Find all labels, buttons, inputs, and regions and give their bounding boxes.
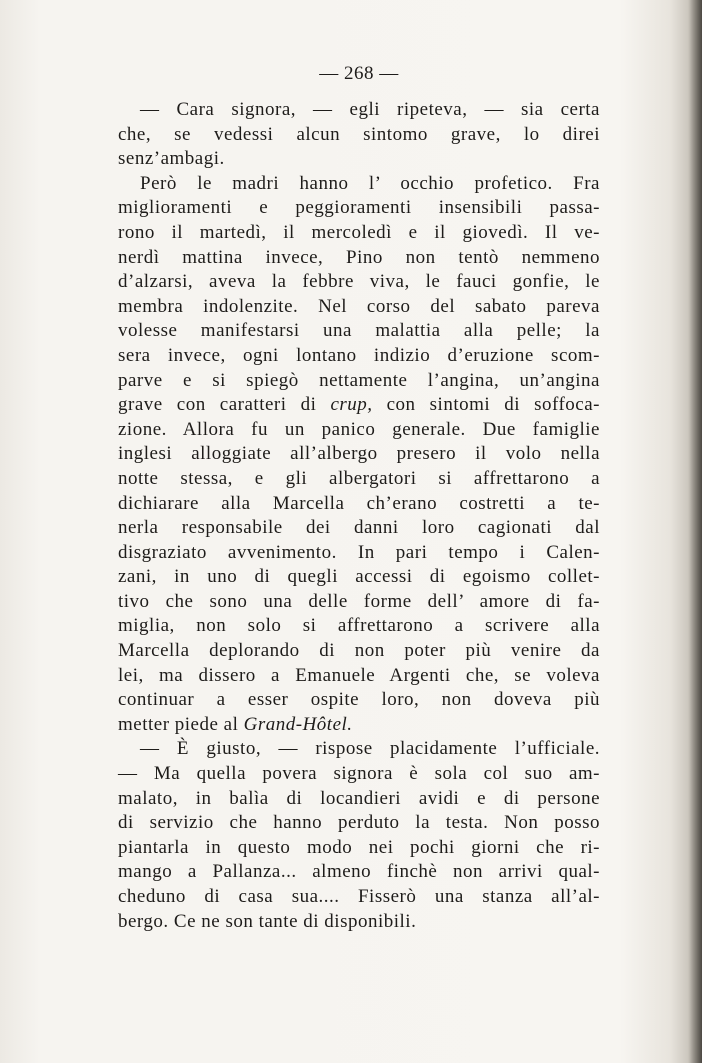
text-line: sera invece, ogni lontano indizio d’eruzione scom- bbox=[118, 344, 600, 366]
text-line: lei, ma dissero a Emanuele Argenti che, se voleva bbox=[118, 664, 600, 686]
paragraph bbox=[118, 172, 600, 738]
text-line: membra indolenzite. Nel corso del sabato pareva bbox=[118, 295, 600, 317]
text-line: zione. Allora fu un panico generale. Due famiglie bbox=[118, 418, 600, 440]
italic-text: crup, bbox=[330, 394, 373, 416]
text-line: continuar a esser ospite loro, non doveva più bbox=[118, 689, 600, 711]
page-edge-shadow bbox=[688, 0, 702, 1063]
text-line: cheduno di casa sua.... Fisserò una stanza all’al- bbox=[118, 886, 600, 907]
text-line: dichiarare alla Marcella ch’erano costretti a te- bbox=[118, 492, 600, 514]
text-line: miglioramenti e peggioramenti insensibili passa- bbox=[118, 197, 600, 219]
text-line bbox=[118, 393, 600, 418]
text-line: Però le madri hanno l’ occhio profetico. Fra bbox=[140, 172, 600, 194]
text-line: d’alzarsi, aveva la febbre viva, le fauci gonfie, le bbox=[118, 271, 600, 293]
page-text bbox=[118, 62, 600, 934]
text-line bbox=[118, 713, 600, 738]
paragraph bbox=[118, 737, 600, 934]
text-line: Marcella deplorando di non poter più venire da bbox=[118, 640, 600, 662]
text-line: volesse manifestarsi una malattia alla pelle; la bbox=[118, 320, 600, 342]
text-line: parve e si spiegò nettamente l’angina, un’angina bbox=[118, 369, 600, 391]
text-line: — Ma quella povera signora è sola col suo am- bbox=[118, 763, 600, 785]
text-line: zani, in uno di quegli accessi di egoismo collet- bbox=[118, 566, 600, 588]
text-line: bergo. Ce ne son tante di disponibili. bbox=[118, 910, 417, 932]
text-line: inglesi alloggiate all’albergo presero il volo nella bbox=[118, 443, 600, 465]
text-line: malato, in balìa di locandieri avidi e di persone bbox=[118, 787, 600, 809]
text-fragment: metter piede al bbox=[118, 713, 244, 735]
text-line: senz’ambagi. bbox=[118, 148, 225, 170]
text-line: disgraziato avvenimento. In pari tempo i Calen- bbox=[118, 541, 600, 563]
paragraph bbox=[118, 98, 600, 172]
text-line: di servizio che hanno perduto la testa. Non posso bbox=[118, 812, 600, 834]
text-line: rono il martedì, il mercoledì e il giovedì. Il ve- bbox=[118, 221, 600, 243]
text-line: nerdì mattina invece, Pino non tentò nemmeno bbox=[118, 246, 600, 268]
text-line: che, se vedessi alcun sintomo grave, lo direi bbox=[118, 123, 600, 145]
italic-text: Grand-Hôtel. bbox=[243, 713, 353, 735]
text-fragment: con sintomi di soffoca- bbox=[372, 394, 600, 416]
text-line: — È giusto, — rispose placidamente l’ufficiale. bbox=[140, 738, 600, 760]
page-number: — 268 — bbox=[319, 63, 399, 84]
text-line: nerla responsabile dei danni loro cagionati dal bbox=[118, 517, 600, 539]
text-line: notte stessa, e gli albergatori si affrettarono a bbox=[118, 467, 600, 489]
text-line: tivo che sono una delle forme dell’ amore di fa- bbox=[118, 590, 600, 612]
text-fragment: grave con caratteri di bbox=[118, 394, 331, 416]
text-line: mango a Pallanza... almeno finchè non arrivi qual- bbox=[118, 861, 600, 883]
text-line: piantarla in questo modo nei pochi giorni che ri- bbox=[118, 836, 600, 858]
body-text bbox=[118, 98, 600, 934]
text-line: — Cara signora, — egli ripeteva, — sia certa bbox=[140, 99, 600, 120]
text-line: miglia, non solo si affrettarono a scrivere alla bbox=[118, 615, 600, 637]
